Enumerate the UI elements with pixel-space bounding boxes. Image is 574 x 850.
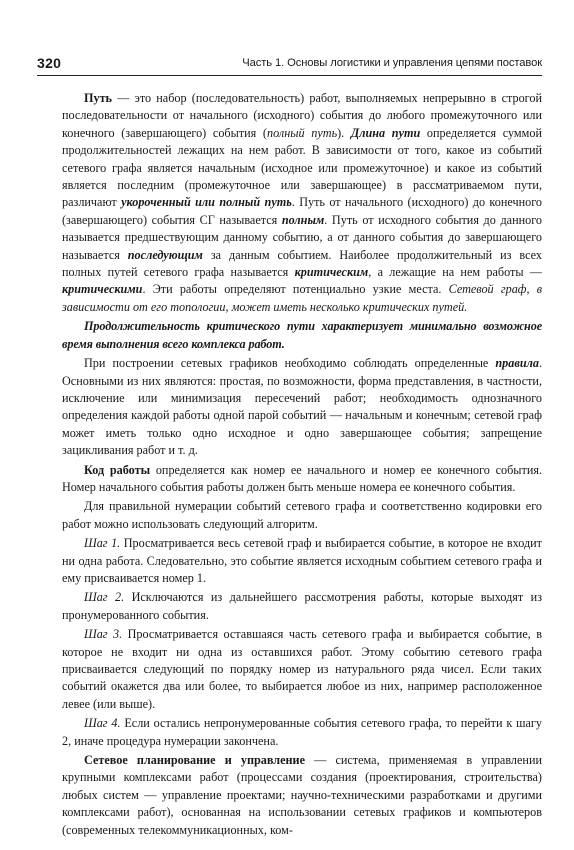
text-run: Если остались непронумерованные события сетевого графа, то перейти к шагу 2, иначе процедура нумерации закончена. <box>62 716 542 748</box>
text-run: Просматривается весь сетевой граф и выбирается событие, в которое не входит ни одна работа. Следовательно, это событие является исходным событием сетевого графа и ему присваивается номер 1. <box>62 536 543 585</box>
emphasis-run: полный путь <box>267 125 338 140</box>
paragraph <box>62 318 542 353</box>
text-run: . Путь от исходного события до данного называется предшествующим данному событию, а от данного события до завершающего называется <box>62 212 542 262</box>
text-run: определяется суммой продолжительностей лежащих на нем работ. В зависимости от того, какое из событий сетевого графа является начальным (исходное или промежуточное) и какое из событий является последним (промежуточное или завершающее) в рассматриваемом пути, различают <box>62 125 542 210</box>
text-run: Продолжительность критического пути характеризует минимально возможное время выполнения всего комплекса работ. <box>62 319 542 351</box>
emphasis-run: Шаг 4. <box>84 716 121 731</box>
emphasis-run: Длина пути <box>350 125 421 140</box>
paragraph <box>62 355 542 459</box>
emphasis-run: критическими <box>62 282 143 297</box>
paragraph <box>62 715 542 750</box>
emphasis-run: правила <box>495 356 539 371</box>
text-run: , а лежащие на нем работы — <box>368 265 542 280</box>
emphasis-run: полным <box>281 212 325 227</box>
text-run: . Путь от начального (исходного) до конечного (завершающего) события СГ называется <box>62 195 542 227</box>
text-run: определяется как номер ее начального и номер ее конечного события. Номер начального события работы должен быть меньше номера ее конечного события. <box>62 462 542 494</box>
text-run: При построении сетевых графиков необходимо соблюдать определенные <box>84 356 496 371</box>
text-run: Исключаются из дальнейшего рассмотрения работы, которые выходят из пронумерованного события. <box>62 590 543 622</box>
emphasis-run: последующим <box>127 247 203 262</box>
text-run: — система, применяемая в управлении крупными комплексами работ (процессами создания (проектирования, строительства) любых систем — управление проектами; научно-техническими разработками и другими комплексами работ), основанная на использовании сетевых графиков и компьютеров (современных телекоммуникационных, ком- <box>62 753 542 837</box>
emphasis-run: Сетевое планирование и управление <box>84 753 305 768</box>
running-head: Часть 1. Основы логистики и управления цепями поставок <box>242 57 542 69</box>
emphasis-run: Сетевой граф, в зависимости от его топологии, может иметь несколько критических путей. <box>62 282 542 314</box>
text-run: за данным событием. Наиболее продолжительный из всех полных путей сетевого графа называется <box>62 247 542 280</box>
paragraph <box>62 498 542 533</box>
text-run: Для правильной нумерации событий сетевого графа и соответственно кодировки его работ можно использовать следующий алгоритм. <box>62 499 542 531</box>
emphasis-run: Шаг 1. <box>84 536 121 551</box>
text-run: Просматривается оставшаяся часть сетевого графа и выбирается событие, в которое не входит ни одна из оставшихся работ. Этому событию сетевого графа присваивается следующий по порядку номер из натурального ряда чисел. Если таких событий окажется два или более, то выбирается любое из них, например расположенное левее (или выше). <box>62 627 542 711</box>
text-run: . Основными из них являются: простая, по возможности, форма представления, в частности, исключение или минимизация пересечений работ; необходимость однозначного определения каждой работы одной парой событий — начальным и конечным; сетевой граф может иметь только одно исходное и одно завершающее события; запрещение зацикливания работ и т. д. <box>62 356 542 458</box>
page-header <box>37 55 542 76</box>
paragraph <box>62 626 542 713</box>
paragraph <box>62 752 542 839</box>
emphasis-run: Путь <box>84 91 113 105</box>
page-body <box>62 90 542 841</box>
paragraph <box>62 462 542 497</box>
emphasis-run: Код работы <box>84 462 151 477</box>
paragraph <box>62 90 542 316</box>
emphasis-run: критическим <box>294 265 369 280</box>
paragraph <box>62 589 542 624</box>
emphasis-run: Шаг 2. <box>84 590 125 605</box>
paragraph <box>62 535 542 587</box>
emphasis-run: укороченный или полный путь <box>121 195 292 210</box>
emphasis-run: Шаг 3. <box>84 627 123 642</box>
text-run: ). <box>337 125 351 140</box>
text-run: — это набор (последовательность) работ, выполняемых непрерывно в строгой последовательности от начального (исходного) события до любого промежуточного или конечного (завершающего) события ( <box>62 91 542 140</box>
text-run: . Эти работы определяют потенциально узкие места. <box>142 282 449 297</box>
page-number: 320 <box>37 55 62 71</box>
